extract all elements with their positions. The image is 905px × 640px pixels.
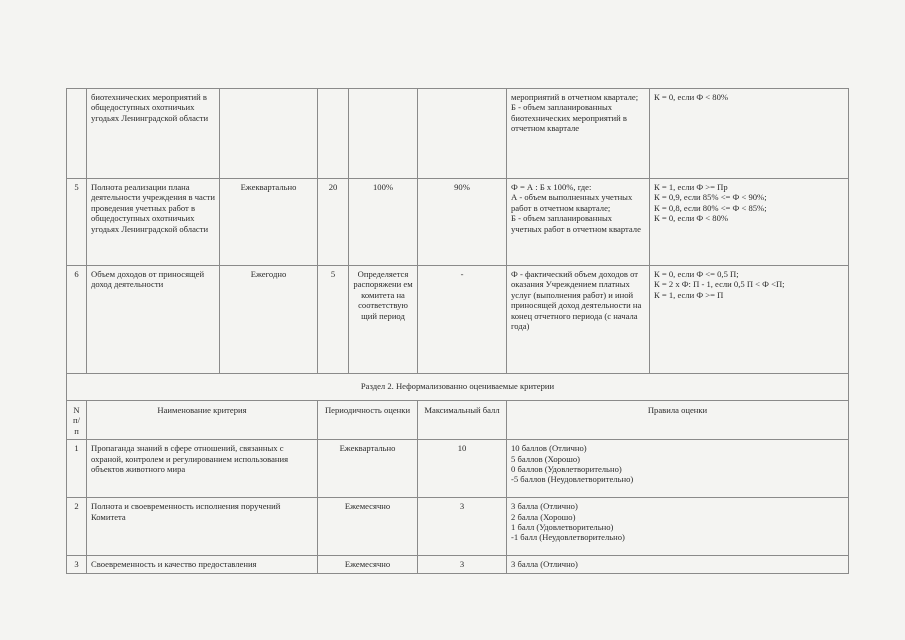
table-row xyxy=(67,556,849,574)
target-value: 100% xyxy=(349,179,418,266)
section-title: Раздел 2. Неформализованно оцениваемые критерии xyxy=(67,374,849,401)
header-number: N п/п xyxy=(67,401,87,440)
evaluation-rules: К = 1, если Ф >= Пр К = 0,9, если 85% <= Ф < 90%; К = 0,8, если 80% <= Ф < 85%; К = 0, если Ф < 80% xyxy=(650,179,849,266)
row-number: 5 xyxy=(67,179,87,266)
criterion-name: Своевременность и качество предоставления xyxy=(87,556,318,574)
evaluation-rules: 3 балла (Отлично) xyxy=(507,556,849,574)
target-value: Определяется распоряжени ем комитета на соответствую щий период xyxy=(349,266,418,374)
header-max-score: Максимальный балл xyxy=(418,401,507,440)
criteria-table-part2 xyxy=(66,373,849,574)
criterion-weight: 20 xyxy=(318,179,349,266)
table-header-row xyxy=(67,401,849,440)
row-number xyxy=(67,89,87,179)
calculation-formula: Ф = А : Б х 100%, где: А - объем выполненных учетных работ в отчетном квартале; Б - объем запланированных учетных работ в отчетном квартале xyxy=(507,179,650,266)
table-row xyxy=(67,179,849,266)
table-row xyxy=(67,498,849,556)
table-row xyxy=(67,266,849,374)
evaluation-period: Ежеквартально xyxy=(220,179,318,266)
evaluation-rules: 3 балла (Отлично) 2 балла (Хорошо) 1 балл (Удовлетворительно) -1 балл (Неудовлетворительно) xyxy=(507,498,849,556)
evaluation-period: Ежегодно xyxy=(220,266,318,374)
evaluation-rules: 10 баллов (Отлично) 5 баллов (Хорошо) 0 баллов (Удовлетворительно) -5 баллов (Неудовлетворительно) xyxy=(507,440,849,498)
row-number: 3 xyxy=(67,556,87,574)
max-score: 3 xyxy=(418,556,507,574)
calculation-formula: мероприятий в отчетном квартале; Б - объем запланированных биотехнических мероприятий в отчетном квартале xyxy=(507,89,650,179)
criterion-name: Полнота реализации плана деятельности учреждения в части проведения учетных работ в общедоступных охотничьих угодьях Ленинградской области xyxy=(87,179,220,266)
section-header-row xyxy=(67,374,849,401)
threshold-value: - xyxy=(418,266,507,374)
evaluation-rules: К = 0, если Ф < 80% xyxy=(650,89,849,179)
criterion-name: Пропаганда знаний в сфере отношений, связанных с охраной, контролем и регулированием использования объектов животного мира xyxy=(87,440,318,498)
criterion-name: Объем доходов от приносящей доход деятельности xyxy=(87,266,220,374)
row-number: 1 xyxy=(67,440,87,498)
criterion-name: Полнота и своевременность исполнения поручений Комитета xyxy=(87,498,318,556)
row-number: 6 xyxy=(67,266,87,374)
criteria-table-part1 xyxy=(66,88,849,374)
evaluation-rules: К = 0, если Ф <= 0,5 П; К = 2 х Ф: П - 1, если 0,5 П < Ф <П; К = 1, если Ф >= П xyxy=(650,266,849,374)
evaluation-period: Ежеквартально xyxy=(318,440,418,498)
header-rules: Правила оценки xyxy=(507,401,849,440)
row-number: 2 xyxy=(67,498,87,556)
criterion-name: биотехнических мероприятий в общедоступных охотничьих угодьях Ленинградской области xyxy=(87,89,220,179)
max-score: 10 xyxy=(418,440,507,498)
max-score: 3 xyxy=(418,498,507,556)
header-period: Периодичность оценки xyxy=(318,401,418,440)
criterion-weight: 5 xyxy=(318,266,349,374)
header-criterion-name: Наименование критерия xyxy=(87,401,318,440)
table-row xyxy=(67,440,849,498)
calculation-formula: Ф - фактический объем доходов от оказания Учреждением платных услуг (выполнения работ) и иной приносящей доход деятельности на конец отчетного периода (с начала года) xyxy=(507,266,650,374)
evaluation-period: Ежемесячно xyxy=(318,498,418,556)
evaluation-period: Ежемесячно xyxy=(318,556,418,574)
table-row xyxy=(67,89,849,179)
threshold-value: 90% xyxy=(418,179,507,266)
